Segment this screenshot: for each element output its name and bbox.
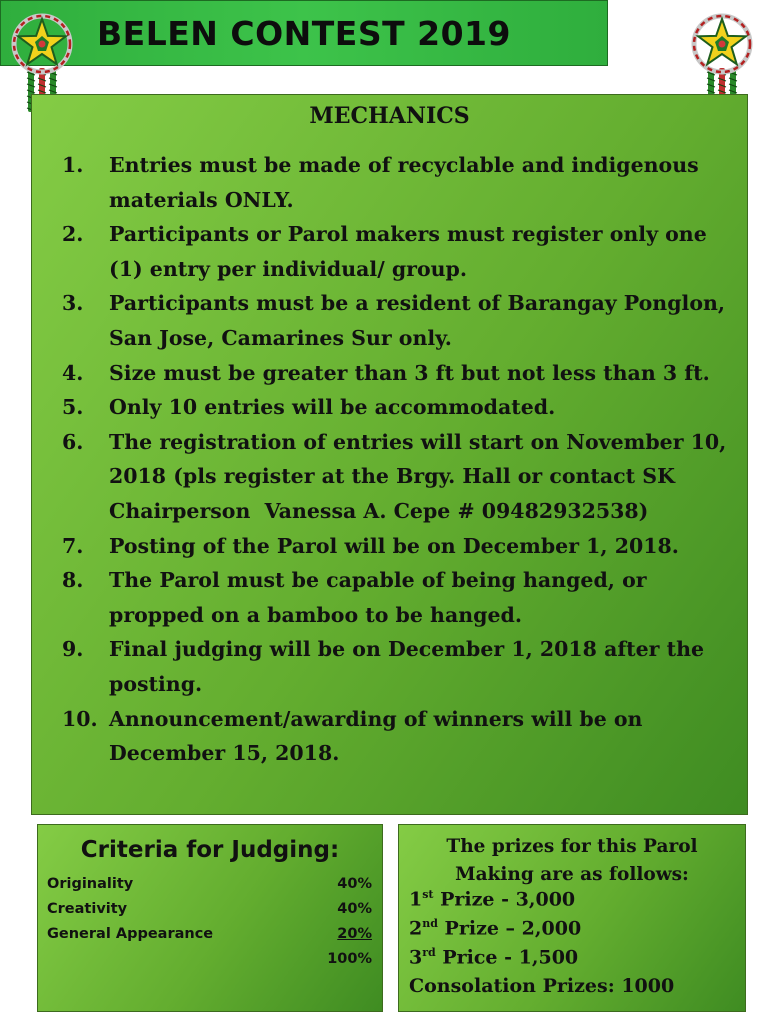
mechanics-item-text: Posting of the Parol will be on December 1, 2018. [109,533,679,558]
criteria-name: General Appearance [47,926,214,942]
mechanics-item-text: Participants or Parol makers must register only one (1) entry per individual/ group. [109,222,707,281]
mechanics-item [62,217,738,286]
mechanics-item-number: 6. [62,429,84,454]
mechanics-item [62,632,738,701]
criteria-panel [37,824,383,1012]
mechanics-item-text: The registration of entries will start on November 10, 2018 (pls register at the Brgy. Hall or contact SK Chairperson Vanessa A. Cepe # 09482932538) [109,429,727,523]
mechanics-item-text: Only 10 entries will be accommodated. [109,395,556,420]
mechanics-item-number: 5. [62,395,84,420]
second-prize: 2nd Prize – 2,000 [409,917,582,940]
prizes-intro [399,833,745,889]
mechanics-heading: MECHANICS [309,103,470,129]
criteria-percent: 40% [337,901,372,917]
mechanics-item-number: 8. [62,568,84,593]
mechanics-item-text: Final judging will be on December 1, 2018 after the posting. [109,637,705,696]
mechanics-item [62,702,738,771]
mechanics-panel [31,94,748,815]
mechanics-item-number: 7. [62,533,84,558]
mechanics-item [62,529,738,564]
mechanics-item-number: 1. [62,153,84,177]
mechanics-item-number: 2. [62,222,84,247]
mechanics-item-number: 4. [62,360,84,385]
consolation-prize: Consolation Prizes: 1000 [409,975,675,997]
mechanics-item-text: Announcement/awarding of winners will be on December 15, 2018. [109,706,643,766]
prizes-intro-line: Making are as follows: [455,864,689,885]
mechanics-item-number: 3. [62,291,84,316]
mechanics-item [62,563,738,632]
criteria-title: Criteria for Judging: [80,837,340,863]
mechanics-item [62,425,738,529]
criteria-percent: 20% [337,926,372,942]
mechanics-item [62,286,738,355]
third-prize: 3rd Price - 1,500 [409,946,579,969]
criteria-total: 100% [327,951,372,967]
mechanics-item-text: The Parol must be capable of being hanged, or propped on a bamboo to be hanged. [109,568,647,627]
criteria-name: Creativity [47,901,128,917]
mechanics-item-text: Entries must be made of recyclable and indigenous materials ONLY. [109,153,699,212]
mechanics-item [62,390,738,425]
prizes-panel [398,824,746,1012]
mechanics-item-number: 9. [62,637,84,662]
mechanics-item [62,148,738,217]
mechanics-list [62,148,738,771]
title-banner [0,0,608,66]
criteria-name: Originality [47,876,134,892]
page-title: BELEN CONTEST 2019 [97,13,511,53]
prizes-intro-line: The prizes for this Parol [446,836,698,857]
mechanics-item [62,356,738,391]
mechanics-item-text: Participants must be a resident of Barangay Ponglon, San Jose, Camarines Sur only. [109,291,726,350]
first-prize: 1st Prize - 3,000 [409,888,576,911]
criteria-percent: 40% [337,876,372,892]
mechanics-item-number: 10. [62,706,98,731]
mechanics-item-text: Size must be greater than 3 ft but not less than 3 ft. [109,360,710,385]
